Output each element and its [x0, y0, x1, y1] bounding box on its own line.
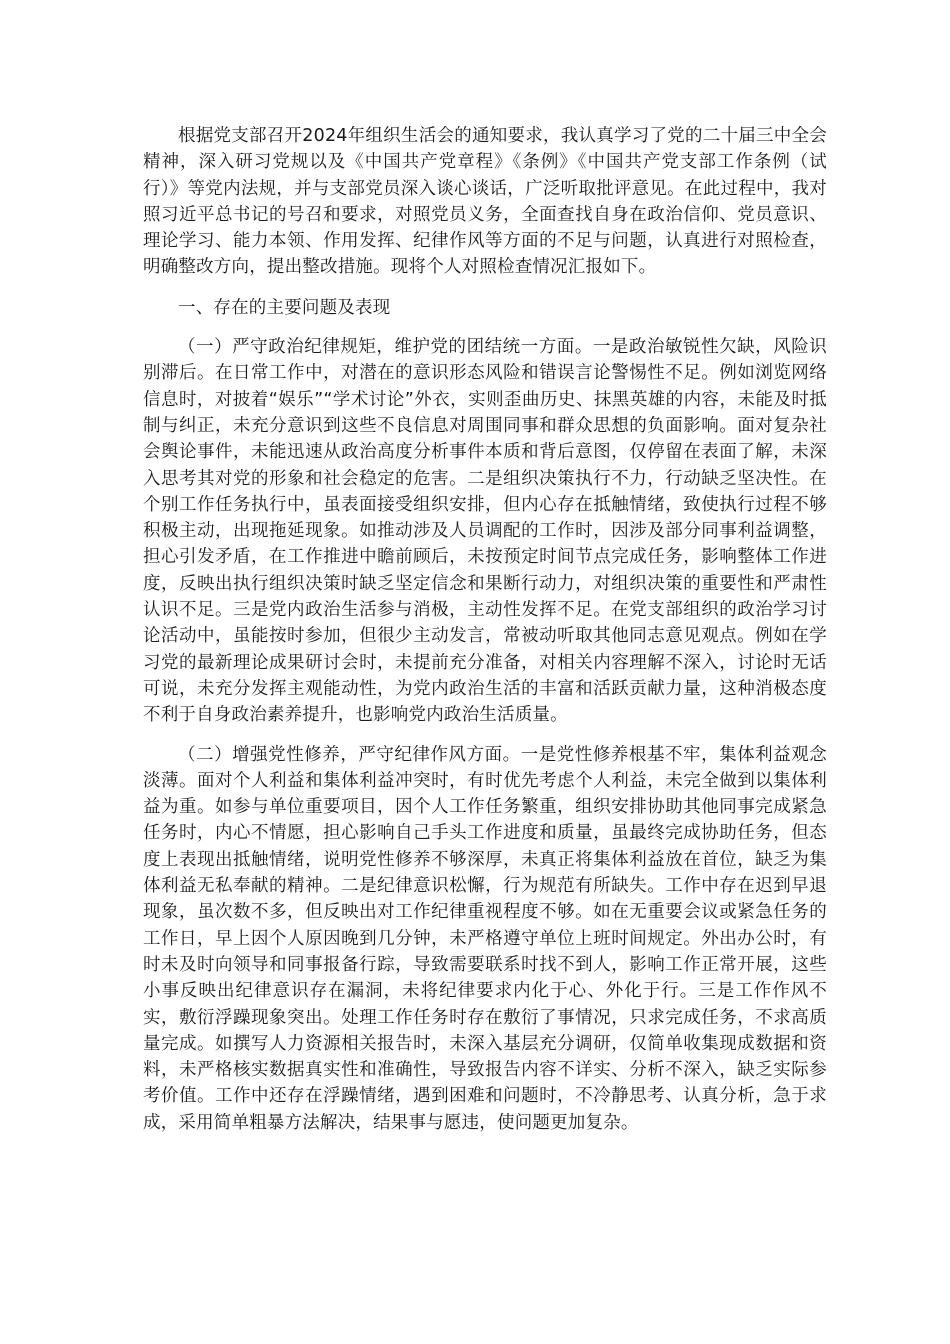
section-heading: 一、存在的主要问题及表现 [178, 297, 391, 318]
paragraph-political-discipline: （一）严守政治纪律规矩，维护党的团结统一方面。一是政治敏锐性欠缺，风险识别滞后。在日常工作中，对潜在的意识形态风险和错误言论警惕性不足。例如浏览网络信息时，对披着“娱乐”“学术讨论”外衣，实则歪曲历史、抹黑英雄的内容，未能及时抵制与纠正，未充分意识到这些不良信息对周围同事和群众思想的负面影响。面对复杂社会舆论事件，未能迅速从政治高度分析事件本质和背后意图，仅停留在表面了解，未深入思考其对党的形象和社会稳定的危害。二是组织决策执行不力，行动缺乏坚决性。在个别工作任务执行中，虽表面接受组织安排，但内心存在抵触情绪，致使执行过程不够积极主动，出现拖延现象。如推动涉及人员调配的工作时，因涉及部分同事利益调整，担心引发矛盾，在工作推进中瞻前顾后，未按预定时间节点完成任务，影响整体工作进度，反映出执行组织决策时缺乏坚定信念和果断行动力，对组织决策的重要性和严肃性认识不足。三是党内政治生活参与消极，主动性发挥不足。在党支部组织的政治学习讨论活动中，虽能按时参加，但很少主动发言，常被动听取其他同志意见观点。例如在学习党的最新理论成果研讨会时，未提前充分准备，对相关内容理解不深入，讨论时无话可说，未充分发挥主观能动性，为党内政治生活的丰富和活跃贡献力量，这种消极态度不利于自身政治素养提升，也影响党内政治生活质量。 [143, 337, 827, 726]
intro-paragraph: 根据党支部召开2024年组织生活会的通知要求，我认真学习了党的二十届三中全会精神，深入研习党规以及《中国共产党章程》《条例》《中国共产党支部工作条例（试行）》等党内法规，并与支部党员深入谈心谈话，广泛听取批评意见。在此过程中，我对照习近平总书记的号召和要求，对照党员义务，全面查找自身在政治信仰、党员意识、理论学习、能力本领、作用发挥、纪律作风等方面的不足与问题，认真进行对照检查，明确整改方向，提出整改措施。现将个人对照检查情况汇报如下。 [143, 126, 827, 278]
paragraph-party-spirit: （二）增强党性修养，严守纪律作风方面。一是党性修养根基不牢，集体利益观念淡薄。面对个人利益和集体利益冲突时，有时优先考虑个人利益，未完全做到以集体利益为重。如参与单位重要项目，因个人工作任务繁重，组织安排协助其他同事完成紧急任务时，内心不情愿，担心影响自己手头工作进度和质量，虽最终完成协助任务，但态度上表现出抵触情绪，说明党性修养不够深厚，未真正将集体利益放在首位，缺乏为集体利益无私奉献的精神。二是纪律意识松懈，行为规范有所缺失。工作中存在迟到早退现象，虽次数不多，但反映出对工作纪律重视程度不够。如在无重要会议或紧急任务的工作日，早上因个人原因晚到几分钟，未严格遵守单位上班时间规定。外出办公时，有时未及时向领导和同事报备行踪，导致需要联系时找不到人，影响工作正常开展，这些小事反映出纪律意识存在漏洞，未将纪律要求内化于心、外化于行。三是工作作风不实，敷衍浮躁现象突出。处理工作任务时存在敷衍了事情况，只求完成任务，不求高质量完成。如撰写人力资源相关报告时，未深入基层充分调研，仅简单收集现成数据和资料，未严格核实数据真实性和准确性，导致报告内容不详实、分析不深入，缺乏实际参考价值。工作中还存在浮躁情绪，遇到困难和问题时，不冷静思考、认真分析，急于求成，采用简单粗暴方法解决，结果事与愿违，使问题更加复杂。 [143, 744, 827, 1133]
document-page [143, 123, 827, 1136]
